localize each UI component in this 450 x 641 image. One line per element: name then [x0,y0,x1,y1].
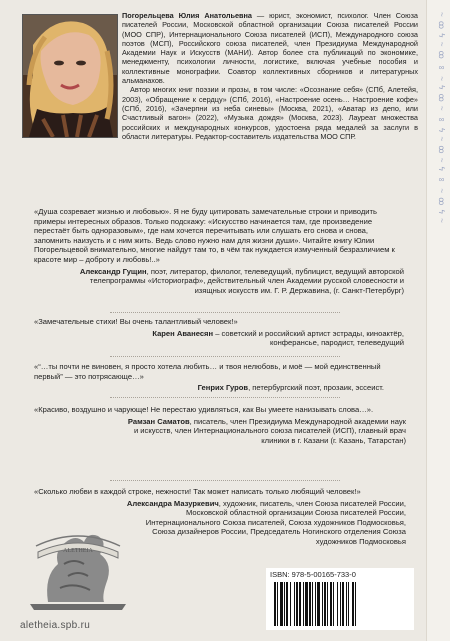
quote-text: «Сколько любви в каждой строке, нежности! Так может написать только любящий человек!» [34,487,361,496]
divider [110,356,340,357]
quote-author-name: Генрих Гуров [197,383,249,393]
publisher-website: aletheia.spb.ru [20,620,91,631]
quote-signature [34,383,384,393]
quote-signature [34,329,404,348]
quote-text: «“…ты почти не виновен, я просто хотела любить… и твоя нелюбовь, и моё — мой единственный первый” — это потрясающе…» [34,362,381,381]
quote-block [34,405,406,445]
publisher-emblem [18,524,138,614]
divider [110,397,340,398]
handwritten-scrawl: ~ ꝏ ϟ ~ ꝏ ∞ ~ ϟ ꝏ ~ ∞ ϟ ~ ꝏ ~ ϟ ∞ ~ ꝏ ϟ ~ [437,12,446,224]
quote-block [34,207,404,295]
quote-author-name: Карен Аванесян [152,328,214,338]
author-photo [22,14,118,138]
divider [110,480,340,481]
isbn-label: ISBN: 978-5-00165-733-0 [270,570,356,579]
quote-author-credentials: , петербургский поэт, прозаик, эссеист. [248,383,384,393]
quote-author-name: Рамзан Саматов [127,416,190,426]
quote-text: «Замечательные стихи! Вы очень талантливый человек!» [34,317,238,326]
quote-author-name: Александр Гущин [79,266,147,276]
emblem-lettering: ALETHEIA [63,548,93,554]
quote-author-credentials: , поэт, литератор, филолог, телеведущий, публицист, ведущий авторской телепрограммы «Историограф», действительный член Академии русской словесности и изящных искусств им. Г. Р. Державина, (г. Санкт-Петербург) [89,266,404,295]
divider [110,312,340,313]
author-name: Погорельцева Юлия Анатольевна [122,11,252,20]
quote-block [34,362,384,393]
quote-signature [34,417,406,446]
bio-paragraph-2: Автор многих книг поэзии и прозы, в том числе: «Осознание себя» (СПб, Алетейя, 2003), «Обращение к сердцу» (СПб, 2016), «Настроение осень… Настроение кофе» (СПб, 2016), «Зачерпни из неба синевы» (Москва, 2021), «Аватар из депо, или Счастливый вагон» (2022), «Музыка дождя» (Москва, 2023). Лауреат множества российских и международных конкурсов, удостоена ряда медалей за заслуги в области литературы. Редактор-составитель издательства МОО СПР. [122,85,418,141]
quote-author-name: Александра Мазуркевич [126,498,219,508]
quote-author-credentials: , писатель, член Президиума Международной академии наук и искусств, член Интернационального союза писателей (ИСП), главный врач клиники в г. Казани (г. Казань, Татарстан) [133,416,406,445]
author-bio [122,11,418,141]
quote-text: «Душа созревает жизнью и любовью». Я не буду цитировать замечательные строки и приводить примеры интересных образов. Только подскажу: «Искусство начинается там, где произведение перестаёт быть однорaзовым», где нам хочется перечитывать или слушать его снова и снова, запомнить наизусть и с ним жить. Ведь слово нужно нам для жизни души». Читайте книгу Юлии Погорельцевой внимательно, многие найдут там то, в чём так нуждается измученный безразличием к красоте мир – доброту и любовь!..» [34,207,395,264]
quote-text: «Красиво, воздушно и чарующе! Не перестаю удивляться, как Вы умеете нанизывать слова…». [34,405,374,414]
quote-author-credentials: , художник, писатель, член Союза писателей России, Московской областной организации Союза писателей России, Интернационального Союза писателей, Союза художников Подмосковья, Союза дизайнеров России, Председатель Ногинского отделения Союза художников Подмосковья [145,498,406,546]
quote-author-credentials: – советский и российский артист эстрады, киноактёр, конферансье, пародист, телеведущий [213,328,404,348]
quote-block [34,317,404,348]
bio-paragraph-1 [122,11,418,85]
barcode-bars [272,582,408,626]
bio-paragraph-1-text: — юрист, экономист, психолог. Член Союза писателей России, Московской областной организации Союза писателей России (МОО СПР), Интернационального Союза писателей (ИСП), Международного союза поэтов (МСП), Российского союза писателей, член Президиума Международной Академии Наук и Искусств (МАНИ). Автор более ста публикаций по экономике, менеджменту, психологии личности, логистике, включая учебные пособия и коллективные монографии. Соавтор коллективных сборников и литературных альманахов. [122,11,418,86]
barcode [266,568,414,630]
quote-signature [34,267,404,296]
